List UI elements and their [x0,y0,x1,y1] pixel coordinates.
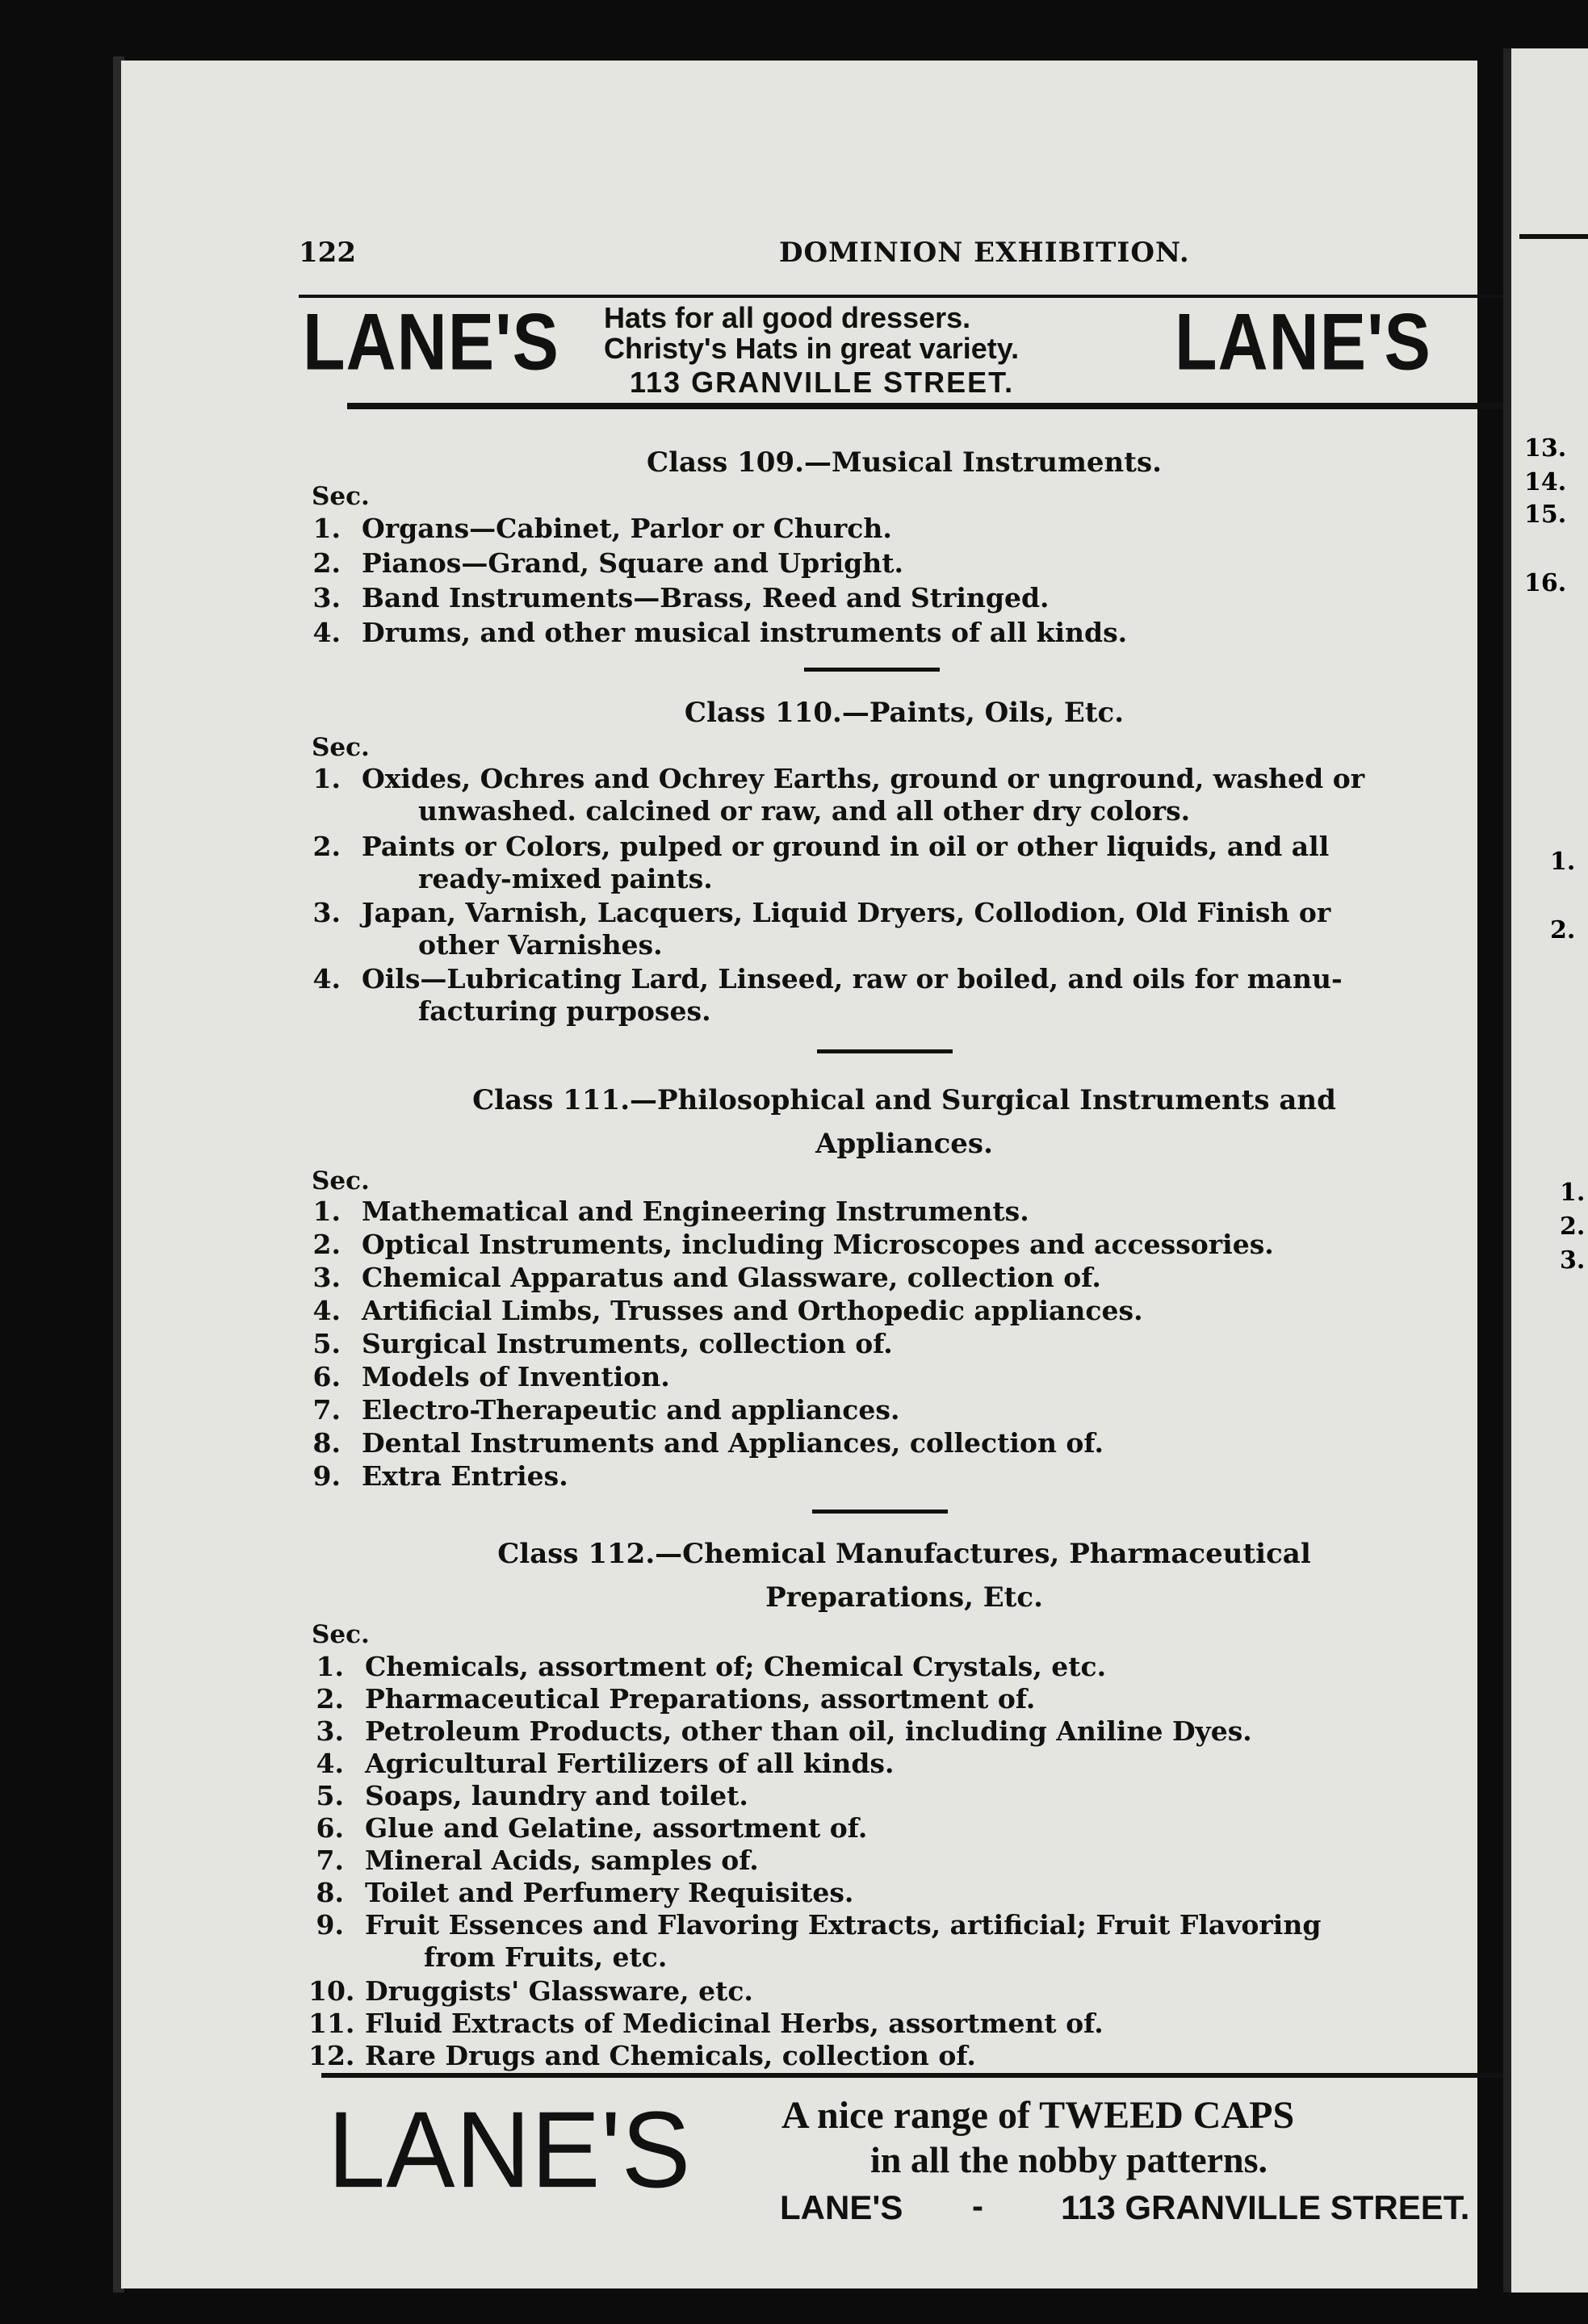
facing-page-item-number: 13. [1524,434,1567,463]
section-divider [812,1510,948,1514]
bottom-ad-line3-dash: - [972,2187,983,2225]
class-110-item-continuation: facturing purposes. [418,995,711,1027]
facing-page-item-number: 16. [1524,569,1567,597]
facing-page-item-number: 15. [1524,500,1567,529]
class-110-sec-label: Sec. [312,733,370,762]
class-111-heading-line2: Appliances. [815,1128,993,1160]
facing-page-item-number: 2. [1550,916,1576,944]
section-divider [817,1049,953,1053]
class-109-heading: Class 109.—Musical Instruments. [647,446,1162,479]
top-ad-rule-bottom [347,403,1526,409]
bottom-ad-line2: in all the nobby patterns. [870,2139,1268,2180]
class-111-sec-label: Sec. [312,1166,370,1195]
bottom-ad-rule [321,2073,1565,2078]
facing-page-item-number: 2. [1560,1212,1586,1241]
facing-page-rule [1519,234,1588,239]
document-page: 122 DOMINION EXHIBITION. LANE'S Hats for all good dressers. Christy's Hats in great variety. 113 GRANVILLE STREET. LANE'S Class 109.—Musical Instruments. Sec. 1. Organs—Cabinet, Parlor or Church. 2. Pianos—Grand, Square and Upright. 3. Band Instruments—Brass, Reed and Stringed. 4. Drums, and other musical instruments of all kinds. Class 110.—Paints, Oils, Etc. Sec. 1. Oxides, Ochres and Ochrey Earths, ground or unground, washed or unwashed. calcined or raw, and all other dry colors. 2. Paints or Colors, pulped or ground in oil or other liquids, and all ready-mixed paints. 3. Japan, Varnish, Lacquers, Liquid Dryers, Collodion, Old Finish or other Varnishes. 4. Oils—Lubricating Lard, Linseed, raw or boiled, and oils for manu- facturing purposes. Class 111.—Philosophical and Surgical Instruments and Appliances. Sec. 1. Mathematical and Engineering Instruments. 2. Optical Instruments, including Microscopes and accessories. 3. Chemical Apparatus and Glassware, collection of. 4. Artificial Limbs, Trusses and Orthopedic appliances. 5. Surgical Instruments, collection of. 6. Models of Invention. 7. Electro-Therapeutic and appliances. 8. Dental Instruments and Appliances, collection of. 9. Extra Entries. Class 112.—Chemical Manufactures, Pharmaceutical Preparations, Etc. Sec. 1. Chemicals, assortment of; Chemical Crystals, etc. 2. Pharmaceutical Preparations, assortment of. 3. Petroleum Products, other than oil, including Aniline Dyes. 4. Agricultural Fertilizers of all kinds. 5. Soaps, laundry and toilet. 6. Glue and Gelatine, assortment of. 7. Mineral Acids, samples of. 8. Toilet and Perfumery Requisites. 9. Fruit Essences and Flavoring Extracts, artificial; Fruit Flavoring from Fruits, etc. 10. Druggists' Glassware, etc. 11. Fluid Extracts of Medicinal Herbs, assortment of. 12. Rare Drugs and Chemicals, collection of. LANE'S A nice range of TWEED CAPS in all the nobby patterns. LANE'S - 113 GRANVILLE STREET. [121,61,1477,2288]
top-ad-brand-right: LANE'S [1175,297,1431,387]
class-110-item-continuation: other Varnishes. [418,929,663,961]
class-112-heading-line2: Preparations, Etc. [765,1581,1043,1614]
class-109-sec-label: Sec. [312,482,370,511]
top-ad-brand-left: LANE'S [303,297,559,387]
class-112-item-continuation: from Fruits, etc. [424,1941,668,1973]
class-110-item-continuation: unwashed. calcined or raw, and all other dry colors. [418,795,1191,827]
page-number: 122 [299,237,356,269]
top-ad-line1: Hats for all good dressers. [604,301,971,334]
running-title: DOMINION EXHIBITION. [779,237,1190,269]
facing-page-item-number: 14. [1524,468,1567,496]
class-112-sec-label: Sec. [312,1620,370,1649]
section-divider [804,668,940,672]
top-ad-line3: 113 GRANVILLE STREET. [630,366,1015,399]
facing-page-item-number: 1. [1560,1179,1586,1207]
bottom-ad-brand: LANE'S [328,2089,692,2211]
class-111-heading-line1: Class 111.—Philosophical and Surgical Instruments and [472,1084,1336,1116]
top-ad-line2: Christy's Hats in great variety. [604,332,1020,365]
class-110-heading: Class 110.—Paints, Oils, Etc. [684,697,1125,729]
facing-page-item-number: 3. [1560,1246,1586,1275]
bottom-ad-line1: A nice range of TWEED CAPS [781,2094,1295,2137]
class-110-item-continuation: ready-mixed paints. [418,863,713,894]
facing-page-fragment [1511,48,1588,2293]
facing-page-item-number: 1. [1550,848,1576,876]
bottom-ad-line3-brand: LANE'S [780,2188,903,2226]
class-112-heading-line1: Class 112.—Chemical Manufactures, Pharmaceutical [497,1538,1311,1570]
bottom-ad-line3-address: 113 GRANVILLE STREET. [1061,2188,1470,2226]
